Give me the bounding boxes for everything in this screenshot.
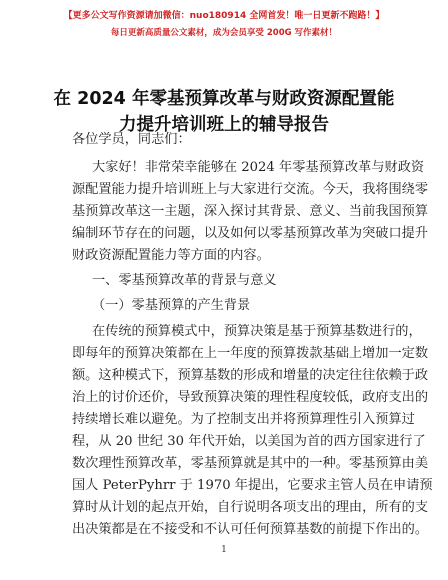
page-number: 1	[221, 545, 227, 555]
paragraph-line: 编制环节存在的问题，以及如何以零基预算改革为突破口提升	[72, 226, 429, 241]
paragraph-line: 治上的讨价还价，导致预算决策的理性程度较低，政府支出的	[72, 390, 429, 405]
paragraph-line: 额。这种模式下，预算基数的形成和增量的决定往往依赖于政	[72, 368, 429, 383]
paragraph-line: 源配置能力提升培训班上与大家进行交流。今天，我将围绕零	[72, 182, 429, 197]
paragraph-line: 大家好！非常荣幸能够在 2024 年零基预算改革与财政资	[92, 160, 425, 175]
paragraph-line: 财政资源配置能力等方面的内容。	[72, 248, 270, 263]
paragraph-line: 即每年的预算决策都在上一年度的预算拨款基础上增加一定数	[72, 346, 429, 361]
section-heading: 一、零基预算改革的背景与意义	[92, 273, 277, 288]
paragraph-line: 数次理性预算改革，零基预算就是其中的一种。零基预算由美	[72, 456, 429, 471]
salutation: 各位学员，同志们：	[72, 132, 191, 147]
paragraph-line: 在传统的预算模式中，预算决策是基于预算基数进行的，	[92, 324, 422, 339]
paragraph-line: 持续增长难以避免。为了控制支出并将预算理性引入预算过	[72, 412, 415, 427]
subsection-heading: （一）零基预算的产生背景	[92, 298, 251, 313]
paragraph-line: 国人 PeterPyhrr 于 1970 年提出，它要求主管人员在申请预	[72, 478, 433, 493]
promo-banner-line2: 每日更新高质量公文素材，成为会员享受 200G 写作素材！	[110, 28, 338, 38]
paragraph-line: 算时从计划的起点开始，自行说明各项支出的理由，所有的支	[72, 500, 429, 515]
document-title: 在 2024 年零基预算改革与财政资源配置能力提升培训班上的辅导报告	[53, 89, 395, 135]
paragraph-line: 出决策都是在不接受和不认可任何预算基数的前提下作出的。	[72, 522, 429, 537]
paragraph-line: 程，从 20 世纪 30 年代开始，以美国为首的西方国家进行了	[72, 434, 426, 449]
promo-banner-line1: 【更多公文写作资源请加微信：nuo180914 全网首发！唯一日更新不跑路！】	[63, 11, 385, 21]
paragraph-line: 基预算改革这一主题，深入探讨其背景、意义、当前我国预算	[72, 204, 429, 219]
